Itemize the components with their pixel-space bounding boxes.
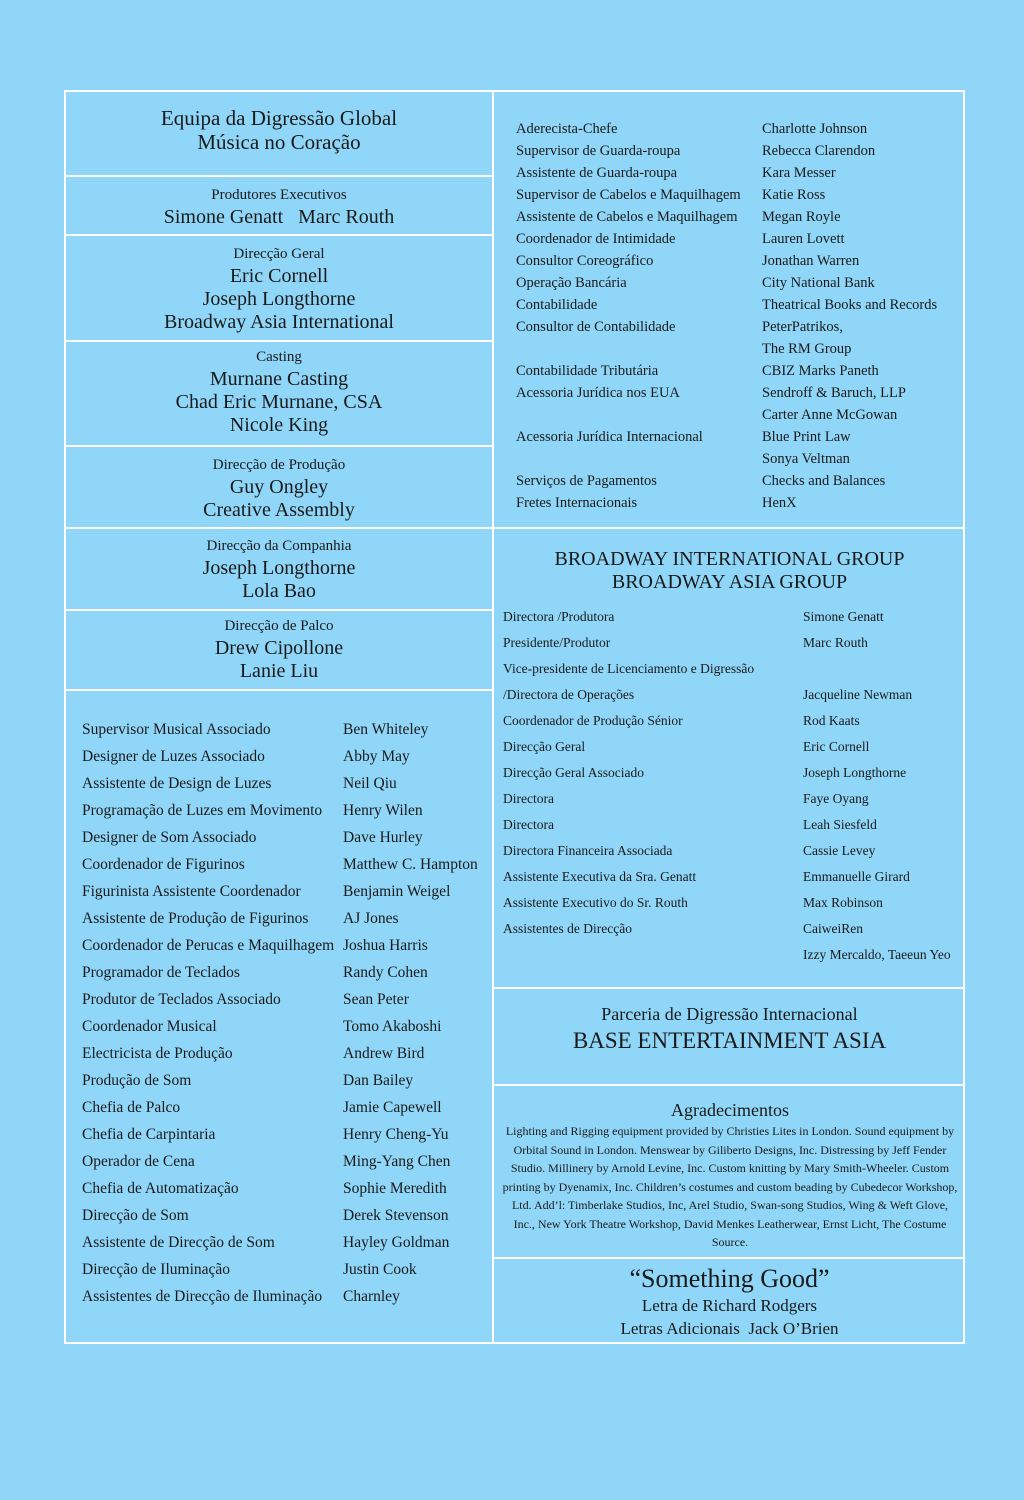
section-label: Direcção de Palco: [224, 618, 334, 634]
partner-label: Parceria de Digressão Internacional: [601, 1004, 858, 1024]
credit-name: Rebecca Clarendon: [762, 143, 876, 159]
credit-row: [82, 986, 482, 1013]
group-title: [494, 548, 965, 594]
credit-role: Directora: [503, 817, 554, 832]
tour-title: [66, 106, 492, 154]
credit-row: [503, 708, 963, 734]
section-name: Murnane Casting: [209, 368, 349, 390]
credit-name: Hayley Goldman: [343, 1234, 450, 1251]
credit-role: Programação de Luzes em Movimento: [82, 802, 323, 819]
credit-row: [516, 294, 956, 316]
credit-name: Andrew Bird: [343, 1045, 425, 1062]
section-name: Nicole King: [229, 414, 329, 436]
divider: [66, 175, 492, 177]
credit-name: Rod Kaats: [803, 713, 860, 728]
credit-name: Checks and Balances: [762, 473, 886, 489]
credit-role: Chefia de Carpintaria: [82, 1126, 216, 1143]
credit-row: [503, 682, 963, 708]
credit-role: Directora: [503, 791, 554, 806]
credit-name: Justin Cook: [343, 1261, 417, 1278]
credit-name: Sophie Meredith: [343, 1180, 447, 1197]
section-name: Lola Bao: [242, 580, 316, 602]
column-divider: [492, 92, 494, 1344]
credit-role: Chefia de Automatização: [82, 1180, 239, 1197]
credit-row: [516, 250, 956, 272]
credit-role: Assistente de Guarda-roupa: [516, 165, 678, 181]
credit-name: Carter Anne McGowan: [762, 407, 898, 423]
staff-list: [516, 118, 956, 514]
credit-row: [82, 905, 482, 932]
credit-role: Assistente de Design de Luzes: [82, 775, 272, 792]
credit-role: Coordenador Musical: [82, 1018, 217, 1035]
credit-row: [503, 916, 963, 942]
credit-name: Dan Bailey: [343, 1072, 414, 1089]
credit-name: Megan Royle: [762, 209, 841, 225]
credit-name: Eric Cornell: [803, 739, 870, 754]
credit-row: [82, 851, 482, 878]
credit-role: Designer de Som Associado: [82, 829, 257, 846]
credit-name: Blue Print Law: [762, 429, 851, 445]
section-name: Joseph Longthorne: [202, 288, 356, 310]
credit-row: [82, 1094, 482, 1121]
divider: [66, 234, 492, 236]
credit-row: [516, 470, 956, 492]
song-section: [494, 1264, 965, 1340]
credit-role: Coordenador de Figurinos: [82, 856, 245, 873]
credit-name: Cassie Levey: [803, 843, 876, 858]
credit-row: [516, 338, 956, 360]
divider: [494, 1257, 965, 1259]
credit-role: Acessoria Jurídica Internacional: [516, 429, 703, 445]
credit-row: [516, 162, 956, 184]
credit-row: [82, 824, 482, 851]
credit-name: Jonathan Warren: [762, 253, 860, 269]
credit-row: [516, 228, 956, 250]
credit-row: [82, 1013, 482, 1040]
credit-row: [516, 404, 956, 426]
credit-row: [503, 656, 963, 682]
credits-frame: [64, 90, 965, 1344]
credit-role: Operação Bancária: [516, 275, 627, 291]
casting-section: [66, 346, 492, 437]
credit-name: Randy Cohen: [343, 964, 428, 981]
credit-name: Tomo Akaboshi: [343, 1018, 442, 1035]
credit-role: Coordenador de Produção Sénior: [503, 713, 683, 728]
credit-name: Joshua Harris: [343, 937, 428, 954]
credit-role: Coordenador de Perucas e Maquilhagem: [82, 937, 335, 954]
credit-row: [82, 1256, 482, 1283]
credit-row: [516, 382, 956, 404]
credit-role: /Directora de Operações: [503, 687, 635, 702]
divider: [66, 689, 492, 691]
credit-role: Electricista de Produção: [82, 1045, 233, 1062]
divider: [66, 609, 492, 611]
credit-name: The RM Group: [762, 341, 852, 357]
credit-name: Marc Routh: [803, 635, 868, 650]
credit-role: Assistente de Cabelos e Maquilhagem: [516, 209, 738, 225]
credit-name: Abby May: [343, 748, 410, 765]
thanks-text: Lighting and Rigging equipment provided by Christies Lites in London. Sound equipment by Orbital Sound in London. Menswear by Giliberto Designs, Inc. Distressing by Jeff Fender Studio. Millinery by Arnold Levine, Inc. Custom knitting by Mary Smith-Wheeler. Custom printing by Dyenamix, Inc. Children’s costumes and custom beading by Cubedecor Workshop, Ltd. Add’l: Timberlake Studios, Inc, Arel Studio, Swan-song Studios, Wing & Weft Glove, Inc., New York Theatre Workshop, David Menkes Leatherwear, Ernst Licht, The Costume Source.: [502, 1124, 958, 1249]
credit-role: Assistente de Direcção de Som: [82, 1234, 275, 1251]
credit-row: [503, 786, 963, 812]
credit-name: Jacqueline Newman: [803, 687, 913, 702]
credit-row: [82, 797, 482, 824]
credit-name: Henry Wilen: [343, 802, 423, 819]
credit-role: Figurinista Assistente Coordenador: [82, 883, 301, 900]
credit-row: [82, 1067, 482, 1094]
credit-name: Katie Ross: [762, 187, 826, 203]
credit-row: [516, 448, 956, 470]
credit-name: PeterPatrikos,: [762, 319, 843, 335]
tour-title-line: Música no Coração: [197, 130, 361, 154]
section-name: Eric Cornell: [229, 265, 329, 287]
credit-name: Leah Siesfeld: [803, 817, 877, 832]
credit-row: [82, 959, 482, 986]
song-credit: Letra de Richard Rodgers: [641, 1296, 818, 1315]
credit-name: AJ Jones: [343, 910, 399, 927]
divider: [494, 527, 965, 529]
credit-name: Joseph Longthorne: [803, 765, 907, 780]
credit-role: Vice-presidente de Licenciamento e Digressão: [503, 661, 755, 676]
divider: [494, 1084, 965, 1086]
credit-role: Supervisor de Guarda-roupa: [516, 143, 681, 159]
credit-row: [82, 1202, 482, 1229]
section-names: Simone Genatt Marc Routh: [163, 206, 395, 228]
credit-role: Directora Financeira Associada: [503, 843, 673, 858]
song-title: “Something Good”: [629, 1264, 830, 1293]
section-name: Guy Ongley: [229, 476, 329, 498]
company-section: [66, 535, 492, 603]
producers-section: [66, 184, 492, 229]
credit-row: [503, 864, 963, 890]
credit-row: [82, 1175, 482, 1202]
section-name: Drew Cipollone: [214, 637, 344, 659]
section-label: Casting: [256, 349, 302, 365]
credit-name: Benjamin Weigel: [343, 883, 451, 900]
credit-role: Produtor de Teclados Associado: [82, 991, 281, 1008]
credit-role: Supervisor Musical Associado: [82, 721, 271, 738]
song-credit: Letras Adicionais Jack O’Brien: [620, 1319, 839, 1338]
credit-name: CaiweiRen: [803, 921, 863, 936]
credit-role: Fretes Internacionais: [516, 495, 638, 511]
credit-name: Charlotte Johnson: [762, 121, 868, 137]
credit-name: Izzy Mercaldo, Taeeun Yeo: [803, 947, 951, 962]
credit-row: [516, 492, 956, 514]
divider: [66, 340, 492, 342]
credit-role: Direcção de Som: [82, 1207, 189, 1224]
credit-role: Assistente Executiva da Sra. Genatt: [503, 869, 697, 884]
tour-title-line: Equipa da Digressão Global: [160, 106, 398, 130]
credit-role: Operador de Cena: [82, 1153, 195, 1170]
credit-role: Direcção Geral Associado: [503, 765, 644, 780]
credit-name: CBIZ Marks Paneth: [762, 363, 879, 379]
credit-row: [82, 716, 482, 743]
thanks-title: Agradecimentos: [671, 1100, 789, 1120]
section-name: Lanie Liu: [239, 660, 319, 682]
credit-role: Chefia de Palco: [82, 1099, 181, 1116]
credit-row: [503, 812, 963, 838]
credit-role: Consultor Coreográfico: [516, 253, 654, 269]
group-list: [503, 604, 963, 968]
credit-role: Programador de Teclados: [82, 964, 240, 981]
credit-role: Contabilidade Tributária: [516, 363, 659, 379]
credit-name: Neil Qiu: [343, 775, 397, 792]
credit-row: [516, 184, 956, 206]
credit-name: Sonya Veltman: [762, 451, 850, 467]
credit-row: [503, 604, 963, 630]
credit-name: Kara Messer: [762, 165, 836, 181]
credit-row: [82, 932, 482, 959]
credit-row: [516, 206, 956, 228]
credit-row: [516, 140, 956, 162]
credit-name: Faye Oyang: [803, 791, 869, 806]
credit-role: Consultor de Contabilidade: [516, 319, 676, 335]
credit-row: [503, 838, 963, 864]
credit-name: Emmanuelle Girard: [803, 869, 910, 884]
credit-row: [82, 1283, 482, 1310]
credit-role: Acessoria Jurídica nos EUA: [516, 385, 680, 401]
credit-name: Sendroff & Baruch, LLP: [762, 385, 906, 401]
credit-role: Assistentes de Direcção: [503, 921, 632, 936]
credit-row: [516, 316, 956, 338]
credit-role: Assistentes de Direcção de Iluminação: [82, 1288, 323, 1305]
credit-role: Designer de Luzes Associado: [82, 748, 265, 765]
section-label: Produtores Executivos: [211, 187, 347, 203]
credit-name: Simone Genatt: [803, 609, 884, 624]
section-name: Creative Assembly: [203, 499, 355, 521]
credit-name: City National Bank: [762, 275, 875, 291]
general-management-section: [66, 243, 492, 334]
credit-name: Dave Hurley: [343, 829, 423, 846]
credit-role: Serviços de Pagamentos: [516, 473, 657, 489]
credit-row: [82, 1229, 482, 1256]
credit-role: Direcção Geral: [503, 739, 586, 754]
credit-row: [503, 630, 963, 656]
credit-name: Lauren Lovett: [762, 231, 845, 247]
divider: [494, 987, 965, 989]
credit-role: Coordenador de Intimidade: [516, 231, 676, 247]
section-label: Direcção de Produção: [212, 457, 346, 473]
divider: [66, 527, 492, 529]
credit-role: Direcção de Iluminação: [82, 1261, 231, 1278]
production-section: [66, 454, 492, 522]
credit-role: Assistente de Produção de Figurinos: [82, 910, 309, 927]
credit-role: Contabilidade: [516, 297, 598, 313]
credit-role: Aderecista-Chefe: [516, 121, 618, 137]
divider: [66, 445, 492, 447]
credit-row: [516, 360, 956, 382]
section-name: Joseph Longthorne: [202, 557, 356, 579]
credit-name: Ben Whiteley: [343, 721, 429, 738]
section-name: Chad Eric Murnane, CSA: [175, 391, 383, 413]
credit-row: [82, 1121, 482, 1148]
credit-name: Max Robinson: [803, 895, 883, 910]
credit-name: HenX: [762, 495, 797, 511]
partner-name: BASE ENTERTAINMENT ASIA: [572, 1028, 887, 1053]
credit-name: Ming-Yang Chen: [343, 1153, 451, 1170]
credit-row: [516, 426, 956, 448]
partner-section: [494, 1002, 965, 1056]
credit-row: [503, 734, 963, 760]
credit-role: Assistente Executivo do Sr. Routh: [503, 895, 688, 910]
credit-row: [503, 890, 963, 916]
credit-row: [516, 272, 956, 294]
group-title-line: BROADWAY ASIA GROUP: [611, 571, 848, 593]
credit-row: [82, 1148, 482, 1175]
credit-name: Henry Cheng-Yu: [343, 1126, 449, 1143]
credit-name: Theatrical Books and Records: [762, 297, 938, 313]
credit-role: Supervisor de Cabelos e Maquilhagem: [516, 187, 741, 203]
section-name: Broadway Asia International: [164, 311, 394, 333]
group-title-line: BROADWAY INTERNATIONAL GROUP: [554, 548, 905, 570]
credit-name: Matthew C. Hampton: [343, 856, 478, 873]
credit-row: [82, 743, 482, 770]
credit-role: Presidente/Produtor: [503, 635, 611, 650]
credit-name: Charnley: [343, 1288, 400, 1305]
credit-name: Sean Peter: [343, 991, 409, 1008]
credit-row: [82, 770, 482, 797]
credit-row: [503, 760, 963, 786]
section-label: Direcção da Companhia: [206, 538, 352, 554]
stage-section: [66, 615, 492, 683]
credit-name: Derek Stevenson: [343, 1207, 449, 1224]
credit-row: [516, 118, 956, 140]
credit-role: Directora /Produtora: [503, 609, 615, 624]
section-label: Direcção Geral: [233, 246, 325, 262]
credit-name: Jamie Capewell: [343, 1099, 442, 1116]
credit-row: [82, 1040, 482, 1067]
credit-role: Produção de Som: [82, 1072, 192, 1089]
crew-list: [82, 716, 482, 1310]
credit-row: [82, 878, 482, 905]
credit-row: [503, 942, 963, 968]
thanks-section: [500, 1098, 960, 1252]
